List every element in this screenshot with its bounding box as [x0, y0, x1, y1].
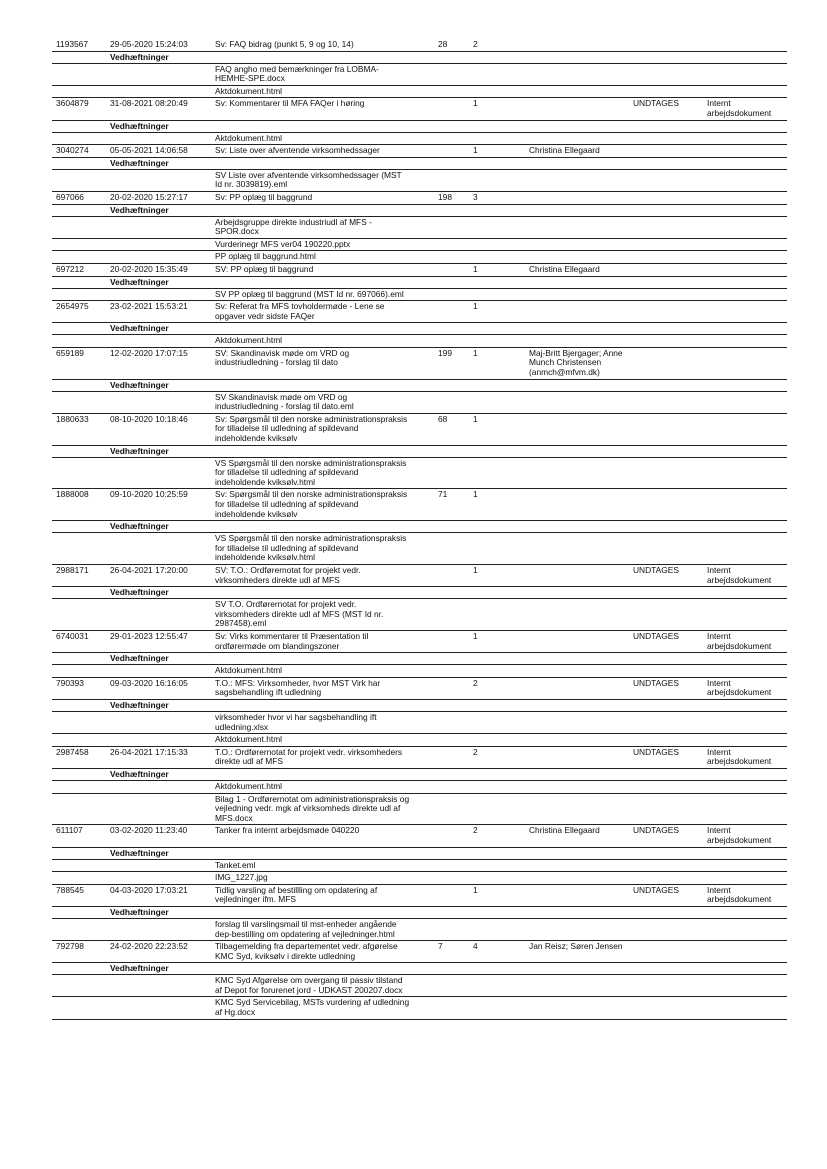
record-row — [52, 301, 787, 323]
record-status: UNDTAGES — [633, 884, 679, 895]
attachments-label: Vedhæftninger — [110, 120, 169, 131]
record-date: 05-05-2021 14:06:58 — [110, 145, 188, 156]
attachment-filename: Aktdokument.html — [215, 734, 283, 745]
record-count-2: 1 — [473, 301, 478, 312]
record-count-1: 28 — [438, 39, 448, 49]
record-id: 3040274 — [56, 145, 89, 156]
record-id: 697212 — [56, 263, 84, 274]
record-title: Tanker fra internt arbejdsmøde 040220 — [215, 825, 360, 836]
record-date: 26-04-2021 17:15:33 — [110, 746, 188, 757]
record-id: 2654975 — [56, 301, 89, 312]
attachment-filename: Aktdokument.html — [215, 780, 283, 791]
record-note: Internt arbejdsdokument — [707, 631, 772, 651]
record-row — [52, 678, 787, 700]
attachments-label: Vedhæftninger — [110, 847, 169, 858]
record-id: 2988171 — [56, 565, 89, 576]
record-count-2: 2 — [473, 39, 478, 49]
attachment-filename: Aktdokument.html — [215, 665, 283, 676]
attachments-header — [52, 963, 787, 975]
record-count-2: 1 — [473, 489, 478, 500]
attachments-header — [52, 52, 787, 64]
attachment-row — [52, 599, 787, 631]
record-title: Sv: FAQ bidrag (punkt 5, 9 og 10, 14) — [215, 39, 354, 49]
record-row — [52, 747, 787, 769]
record-title: SV: T.O.: Ordførernotat for projekt vedr. virksomheders direkte udl af MFS — [215, 565, 361, 585]
attachment-row — [52, 289, 787, 302]
record-title: Tilbagemelding fra departementet vedr. afgørelse KMC Syd, kviksølv i direkte udledning — [215, 941, 398, 961]
record-count-2: 1 — [473, 565, 478, 576]
record-count-2: 3 — [473, 191, 478, 202]
record-id: 611107 — [56, 825, 83, 836]
record-title: Sv: Referat fra MFS tovholdermøde - Lene se opgaver vedr sidste FAQer — [215, 301, 385, 321]
attachment-filename: VS Spørgsmål til den norske administrationspraksis for tilladelse til udledning af spildevand indeholdende kviksølv.html — [215, 457, 407, 487]
attachments-label: Vedhæftninger — [110, 653, 169, 664]
record-title: Sv: PP oplæg til baggrund — [215, 191, 313, 202]
attachments-label: Vedhæftninger — [110, 587, 169, 598]
attachments-label: Vedhæftninger — [110, 768, 169, 779]
record-row — [52, 264, 787, 277]
attachment-row — [52, 975, 787, 997]
attachment-row — [52, 335, 787, 348]
attachment-filename: forslag til varslingsmail til mst-enheder angående dep-bestilling om opdatering af vejledninger.html — [215, 918, 397, 939]
attachment-row — [52, 665, 787, 678]
record-count-2: 1 — [473, 347, 478, 358]
record-date: 12-02-2020 17:07:15 — [110, 347, 188, 358]
record-title: Sv: Kommentarer til MFA FAQer i høring — [215, 98, 365, 109]
record-count-2: 2 — [473, 677, 478, 688]
record-status: UNDTAGES — [633, 746, 679, 757]
record-person: Christina Ellegaard — [529, 263, 600, 274]
record-note: Internt arbejdsdokument — [707, 884, 772, 905]
attachment-filename: Tanket.eml — [215, 859, 256, 870]
record-count-2: 1 — [473, 145, 478, 156]
attachment-row — [52, 239, 787, 252]
attachments-header — [52, 121, 787, 133]
attachments-label: Vedhæftninger — [110, 521, 169, 532]
attachment-filename: SV PP oplæg til baggrund (MST Id nr. 697066).eml — [215, 288, 404, 299]
record-count-1: 198 — [438, 191, 452, 202]
attachment-row — [52, 458, 787, 490]
record-id: 788545 — [56, 884, 84, 895]
attachment-filename: KMC Syd Servicebilag, MSTs vurdering af udledning af Hg.docx — [215, 997, 410, 1018]
attachment-row — [52, 86, 787, 99]
attachment-filename: Arbejdsgruppe direkte industriudl af MFS - SPOR.docx — [215, 216, 372, 237]
record-count-2: 1 — [473, 631, 478, 642]
record-date: 20-02-2020 15:35:49 — [110, 263, 188, 274]
record-id: 1193567 — [56, 39, 88, 49]
attachment-row — [52, 860, 787, 873]
attachments-header — [52, 848, 787, 860]
attachments-header — [52, 205, 787, 217]
record-row — [52, 941, 787, 963]
attachments-label: Vedhæftninger — [110, 204, 169, 215]
record-row — [52, 192, 787, 205]
record-title: Tidlig varsling af bestillling om opdatering af vejledninger ifm. MFS — [215, 884, 378, 905]
record-status: UNDTAGES — [633, 565, 679, 576]
record-count-2: 1 — [473, 413, 478, 424]
attachments-header — [52, 521, 787, 533]
record-date: 29-05-2020 15:24:03 — [110, 39, 188, 49]
record-id: 6740031 — [56, 631, 89, 642]
attachments-header — [52, 700, 787, 712]
attachment-row — [52, 133, 787, 146]
attachment-row — [52, 64, 787, 86]
record-count-2: 2 — [473, 825, 478, 836]
attachment-filename: PP oplæg til baggrund.html — [215, 251, 316, 262]
record-date: 23-02-2021 15:53:21 — [110, 301, 188, 312]
record-row — [52, 825, 787, 847]
record-count-2: 2 — [473, 746, 478, 757]
attachment-row — [52, 392, 787, 414]
attachment-row — [52, 781, 787, 794]
record-count-1: 68 — [438, 413, 448, 424]
record-person: Christina Ellegaard — [529, 145, 600, 156]
record-row — [52, 145, 787, 158]
record-date: 09-10-2020 10:25:59 — [110, 489, 188, 500]
record-row — [52, 98, 787, 120]
record-title: Sv: Spørgsmål til den norske administrationspraksis for tilladelse til udledning af spildevand indeholdende kviksølv — [215, 413, 408, 444]
attachments-header — [52, 323, 787, 335]
record-count-1: 7 — [438, 941, 443, 952]
record-person: Christina Ellegaard — [529, 825, 600, 836]
record-count-1: 71 — [438, 489, 448, 500]
attachment-row — [52, 997, 787, 1019]
record-id: 697066 — [56, 191, 84, 202]
attachments-header — [52, 587, 787, 599]
attachment-row — [52, 170, 787, 192]
attachments-label: Vedhæftninger — [110, 157, 169, 168]
record-status: UNDTAGES — [633, 631, 679, 642]
record-title: Sv: Spørgsmål til den norske administrationspraksis for tilladelse til udledning af spildevand indeholdende kviksølv — [215, 489, 408, 519]
attachment-filename: KMC Syd Afgørelse om overgang til passiv tilstand af Depot for forurenet jord - UDKAST 200207.docx — [215, 975, 403, 995]
record-row — [52, 565, 787, 587]
record-row — [52, 885, 787, 907]
record-id: 792798 — [56, 941, 84, 952]
record-status: UNDTAGES — [633, 98, 679, 109]
record-id: 1880633 — [56, 413, 89, 424]
record-date: 04-03-2020 17:03:21 — [110, 884, 188, 895]
record-note: Internt arbejdsdokument — [707, 677, 772, 698]
record-title: SV: PP oplæg til baggrund — [215, 263, 314, 274]
record-id: 1888008 — [56, 489, 89, 500]
record-note: Internt arbejdsdokument — [707, 825, 772, 845]
attachment-row — [52, 217, 787, 239]
attachment-filename: SV T.O. Ordførernotat for projekt vedr. virksomheders direkte udl af MFS (MST Id nr. 2987458).eml — [215, 599, 384, 629]
record-row — [52, 348, 787, 380]
record-title: T.O.: MFS: Virksomheder, hvor MST Virk har sagsbehandling ift udledning — [215, 677, 381, 698]
record-id: 659189 — [56, 347, 84, 358]
record-row — [52, 39, 787, 52]
record-count-1: 199 — [438, 347, 452, 358]
record-date: 26-04-2021 17:20:00 — [110, 565, 188, 576]
attachment-row — [52, 533, 787, 565]
attachments-header — [52, 158, 787, 170]
attachments-header — [52, 907, 787, 919]
record-date: 24-02-2020 22:23:52 — [110, 941, 188, 952]
attachments-header — [52, 769, 787, 781]
attachment-row — [52, 919, 787, 941]
record-title: T.O.: Ordførernotat for projekt vedr. virksomheders direkte udl af MFS — [215, 746, 403, 767]
attachment-filename: Vurderinegr MFS ver04 190220.pptx — [215, 238, 351, 249]
attachment-row — [52, 872, 787, 885]
record-date: 20-02-2020 15:27:17 — [110, 191, 188, 202]
record-count-2: 4 — [473, 941, 478, 952]
record-title: Sv: Liste over afventende virksomhedssager — [215, 145, 380, 156]
attachment-row — [52, 251, 787, 264]
attachment-row — [52, 712, 787, 734]
attachment-filename: Aktdokument.html — [215, 132, 283, 143]
attachment-row — [52, 794, 787, 826]
record-row — [52, 489, 787, 521]
record-date: 31-08-2021 08:20:49 — [110, 98, 188, 109]
record-id: 3604879 — [56, 98, 89, 109]
record-count-2: 1 — [473, 263, 478, 274]
attachments-label: Vedhæftninger — [110, 906, 169, 917]
record-id: 2987458 — [56, 746, 89, 757]
attachments-label: Vedhæftninger — [110, 379, 169, 390]
record-note: Internt arbejdsdokument — [707, 565, 772, 585]
record-id: 790393 — [56, 677, 84, 688]
record-count-2: 1 — [473, 98, 478, 109]
record-status: UNDTAGES — [633, 677, 679, 688]
record-date: 03-02-2020 11:23:40 — [110, 825, 188, 836]
record-person: Jan Reisz; Søren Jensen — [529, 941, 623, 952]
record-date: 08-10-2020 10:18:46 — [110, 413, 188, 424]
attachment-filename: virksomheder hvor vi har sagsbehandling ift udledning.xlsx — [215, 712, 377, 732]
attachment-filename: FAQ angho med bemærkninger fra LOBMA-HEMHE-SPE.docx — [215, 63, 379, 84]
record-title: SV: Skandinavisk møde om VRD og industriudledning - forslag til dato — [215, 347, 350, 368]
attachments-label: Vedhæftninger — [110, 276, 169, 287]
attachments-label: Vedhæftninger — [110, 323, 169, 334]
record-row — [52, 414, 787, 446]
attachments-header — [52, 277, 787, 289]
record-note: Internt arbejdsdokument — [707, 746, 772, 767]
record-title: Sv: Virks kommentarer til Præsentation til ordførermøde om blandingszoner — [215, 631, 369, 651]
attachments-label: Vedhæftninger — [110, 700, 169, 710]
attachment-filename: SV Skandinavisk møde om VRD og industriudledning - forslag til dato.eml — [215, 391, 354, 412]
attachment-filename: VS Spørgsmål til den norske administrationspraksis for tilladelse til udledning af spildevand indeholdende kviksølv.html — [215, 533, 407, 563]
attachment-row — [52, 734, 787, 747]
record-person: Maj-Britt Bjergager; Anne Munch Christensen (anmch@mfvm.dk) — [529, 347, 623, 378]
record-date: 09-03-2020 16:16:05 — [110, 677, 188, 688]
record-date: 29-01-2023 12:55:47 — [110, 631, 188, 642]
record-status: UNDTAGES — [633, 825, 679, 836]
attachments-header — [52, 653, 787, 665]
attachments-label: Vedhæftninger — [110, 51, 169, 62]
attachment-filename: IMG_1227.jpg — [215, 872, 268, 883]
attachment-filename: SV Liste over afventende virksomhedssager (MST Id nr. 3039819).eml — [215, 169, 402, 190]
record-count-2: 1 — [473, 884, 478, 895]
attachment-filename: Bilag 1 - Ordførernotat om administrationspraksis og vejledning vedr. mgk af virksomheds direkte udl af MFS.docx — [215, 793, 410, 823]
document-table — [52, 39, 787, 1020]
attachments-header — [52, 380, 787, 392]
record-note: Internt arbejdsdokument — [707, 98, 772, 118]
attachment-filename: Aktdokument.html — [215, 335, 283, 346]
attachments-label: Vedhæftninger — [110, 963, 169, 974]
attachments-label: Vedhæftninger — [110, 445, 169, 456]
record-row — [52, 631, 787, 653]
attachment-filename: Aktdokument.html — [215, 85, 283, 96]
attachments-header — [52, 446, 787, 458]
